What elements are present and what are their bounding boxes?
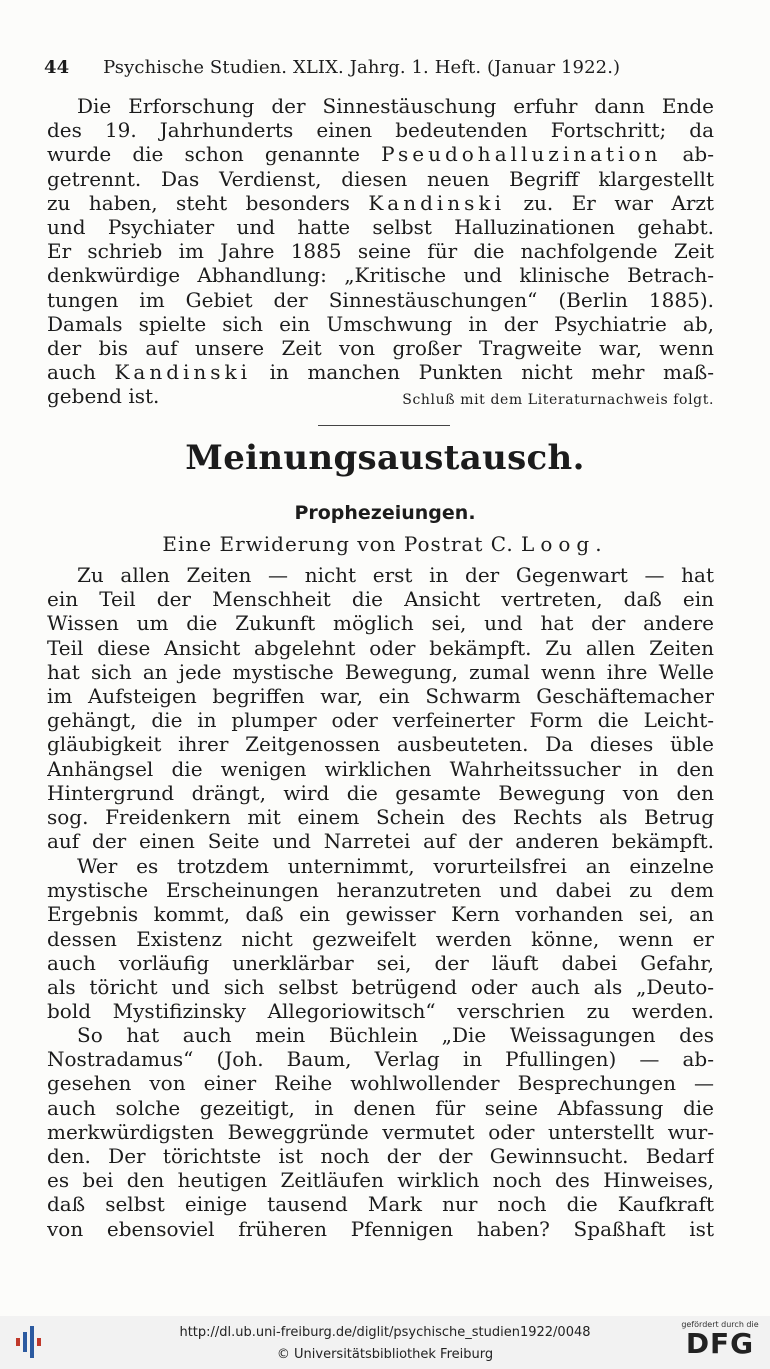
- viewer-footer: [0, 1316, 770, 1369]
- text-line: Hintergrund drängt, wird die gesamte Bewegung von den: [47, 780, 714, 805]
- article-title: Prophezeiungen.: [294, 502, 476, 524]
- text-line: [47, 384, 714, 408]
- dfg-logo: [680, 1320, 760, 1366]
- text-line: So hat auch mein Büchlein „Die Weissagungen des: [77, 1023, 714, 1047]
- text-line: gehängt, die in plumper oder verfeinerter Form die Leicht-: [47, 708, 714, 733]
- text-line: des 19. Jahrhunderts einen bedeutenden Fortschritt; da: [47, 118, 714, 143]
- text-line: zu haben, steht besonders Kandinski zu. Er war Arzt: [47, 190, 714, 215]
- text-line: im Aufsteigen begriffen war, ein Schwarm Geschäftemacher: [47, 683, 714, 708]
- text-line: auf der einen Seite und Narretei auf der anderen bekämpft.: [47, 829, 714, 854]
- text-line: wurde die schon genannte Pseudohalluzination ab-: [47, 142, 714, 167]
- text-line: denkwürdige Abhandlung: „Kritische und klinische Betrach-: [47, 263, 714, 288]
- text-line: den. Der törichtste ist noch der der Gewinnsucht. Bedarf: [47, 1143, 714, 1168]
- text-line: getrennt. Das Verdienst, diesen neuen Begriff klargestellt: [47, 166, 714, 191]
- text-line: Wissen um die Zukunft möglich sei, und hat der andere: [47, 611, 714, 636]
- text-line: ein Teil der Menschheit die Ansicht vertreten, daß ein: [47, 587, 714, 612]
- text-line: sog. Freidenkern mit einem Schein des Rechts als Betrug: [47, 804, 714, 829]
- body-paragraph-1: [47, 563, 714, 853]
- byline: [0, 532, 770, 556]
- page-number: 44: [44, 57, 70, 78]
- source-url-link[interactable]: http://dl.ub.uni-freiburg.de/diglit/psychische_studien1922/0048: [179, 1325, 591, 1340]
- continuation-note: Schluß mit dem Literaturnachweis folgt.: [402, 392, 714, 409]
- text-line: mystische Erscheinungen heranzutreten und dabei zu dem: [47, 878, 714, 903]
- text-line: gesehen von einer Reihe wohlwollender Besprechungen —: [47, 1071, 714, 1096]
- dfg-wordmark: DFG: [685, 1327, 755, 1360]
- body-paragraph-3: [47, 1023, 714, 1241]
- text-line: auch vorläufig unerklärbar sei, der läuft dabei Gefahr,: [47, 950, 714, 975]
- section-divider: [318, 425, 450, 426]
- text-line: dessen Existenz nicht gezweifelt werden könne, wenn er: [47, 926, 714, 951]
- copyright-text: © Universitätsbibliothek Freiburg: [276, 1347, 494, 1362]
- intro-paragraph: [47, 94, 714, 408]
- text-line: Nostradamus“ (Joh. Baum, Verlag in Pfullingen) — ab-: [47, 1047, 714, 1072]
- running-header: [44, 57, 704, 78]
- text-line: auch Kandinski in manchen Punkten nicht mehr maß-: [47, 360, 714, 385]
- text-line: auch solche gezeitigt, in denen für seine Abfassung die: [47, 1095, 714, 1120]
- section-title: Meinungsaustausch.: [185, 438, 585, 478]
- byline-author: Loog.: [521, 532, 608, 556]
- byline-prefix: Eine Erwiderung von Postrat C.: [162, 532, 514, 556]
- text-line: Wer es trotzdem unternimmt, vorurteilsfrei an einzelne: [77, 854, 714, 878]
- dfg-caption: gefördert durch die: [681, 1320, 759, 1329]
- text-line: und Psychiater und hatte selbst Halluzinationen gehabt.: [47, 214, 714, 239]
- body-paragraph-2: [47, 854, 714, 1023]
- text-line: gläubigkeit ihrer Zeitgenossen ausbeuteten. Da dieses üble: [47, 732, 714, 757]
- text-line: daß selbst einige tausend Mark nur noch die Kaufkraft: [47, 1192, 714, 1217]
- text-line: Damals spielte sich ein Umschwung in der Psychiatrie ab,: [47, 311, 714, 336]
- text-line: der bis auf unsere Zeit von großer Tragweite war, wenn: [47, 335, 714, 360]
- text-line: hat sich an jede mystische Bewegung, zumal wenn ihre Welle: [47, 659, 714, 684]
- text-line: bold Mystifizinsky Allegoriowitsch“ verschrien zu werden.: [47, 999, 714, 1024]
- text-line: Er schrieb im Jahre 1885 seine für die nachfolgende Zeit: [47, 239, 714, 264]
- text-line: Ergebnis kommt, daß ein gewisser Kern vorhanden sei, an: [47, 902, 714, 927]
- text-line: Anhängsel die wenigen wirklichen Wahrheitssucher in den: [47, 756, 714, 781]
- text-line: es bei den heutigen Zeitläufen wirklich noch des Hinweises,: [47, 1168, 714, 1193]
- text-line: Teil diese Ansicht abgelehnt oder bekämpft. Zu allen Zeiten: [47, 635, 714, 660]
- text-line: merkwürdigsten Beweggründe vermutet oder unterstellt wur-: [47, 1119, 714, 1144]
- text-line: von ebensoviel früheren Pfennigen haben? Spaßhaft ist: [47, 1216, 714, 1241]
- running-title: Psychische Studien. XLIX. Jahrg. 1. Heft. (Januar 1922.): [103, 57, 621, 78]
- text-line: als töricht und sich selbst betrügend oder auch als „Deuto-: [47, 974, 714, 999]
- text-line: Die Erforschung der Sinnestäuschung erfuhr dann Ende: [77, 94, 714, 118]
- text-line: tungen im Gebiet der Sinnestäuschungen“ (Berlin 1885).: [47, 287, 714, 312]
- text-line: Zu allen Zeiten — nicht erst in der Gegenwart — hat: [77, 563, 714, 587]
- last-line-text: gebend ist.: [47, 384, 160, 409]
